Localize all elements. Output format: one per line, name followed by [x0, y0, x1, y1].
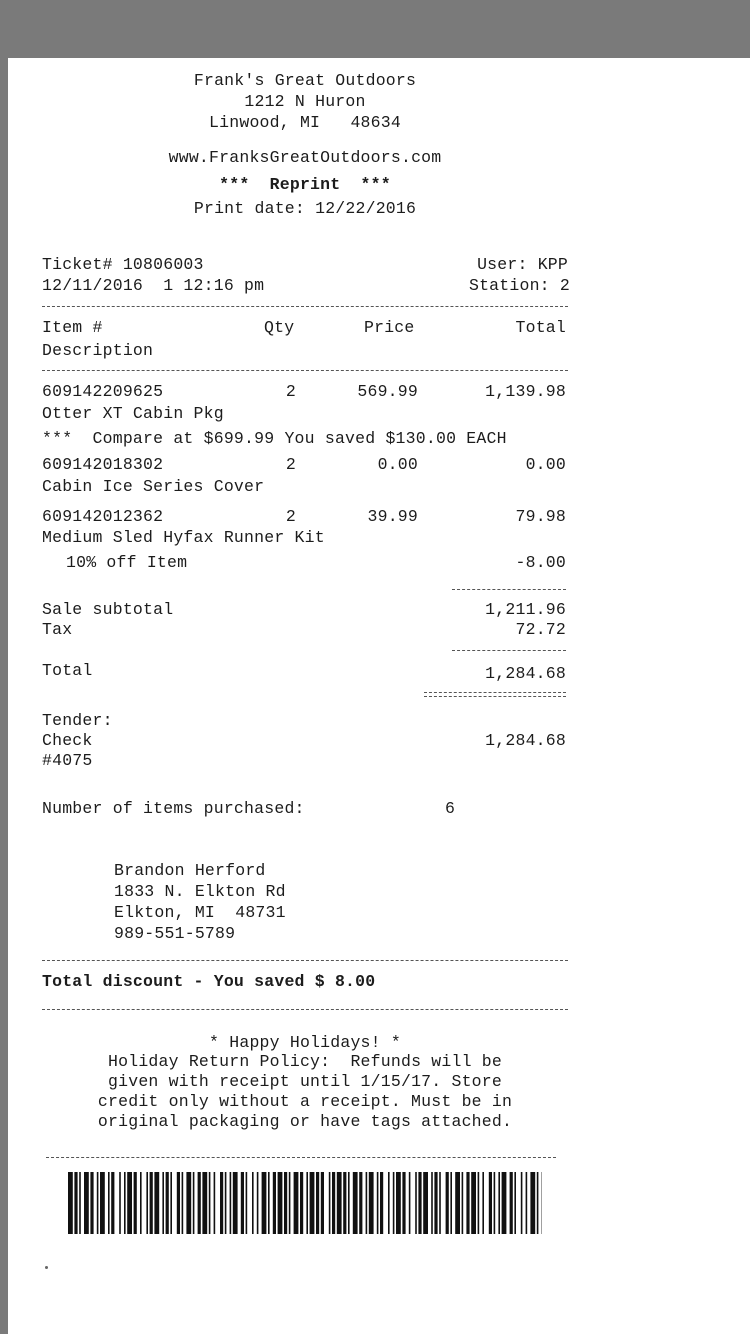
item-description: Cabin Ice Series Cover [42, 477, 265, 496]
item-total: 79.98 [515, 507, 566, 526]
barcode-bar [502, 1172, 507, 1234]
reprint-label: *** Reprint *** [219, 175, 391, 194]
barcode-bar [482, 1172, 484, 1234]
barcode-bar [177, 1172, 180, 1234]
barcode-bar [310, 1172, 315, 1234]
user-id: User: KPP [477, 255, 568, 274]
barcode-bar [241, 1172, 244, 1234]
barcode-bar [124, 1172, 126, 1234]
barcode-bar [418, 1172, 421, 1234]
barcode-bar [478, 1172, 480, 1234]
barcode-bar [462, 1172, 464, 1234]
barcode-bar [388, 1172, 390, 1234]
divider [42, 306, 568, 307]
barcode-bar [415, 1172, 417, 1234]
barcode-bar [220, 1172, 223, 1234]
barcode-bar [127, 1172, 132, 1234]
divider [42, 1009, 568, 1010]
barcode-bar [284, 1172, 287, 1234]
barcode-bar [262, 1172, 267, 1234]
paper-speck [45, 1266, 48, 1269]
total-value: 1,284.68 [485, 664, 566, 683]
ticket-number: Ticket# 10806003 [42, 255, 204, 274]
ticket-datetime: 12/11/2016 1 12:16 pm [42, 276, 265, 295]
barcode-bar [446, 1172, 449, 1234]
barcode-bar [246, 1172, 248, 1234]
barcode-bar [450, 1172, 452, 1234]
barcode-bar [209, 1172, 211, 1234]
barcode-bar [332, 1172, 335, 1234]
item-price: 569.99 [357, 382, 418, 401]
divider [42, 370, 568, 371]
barcode-bar [510, 1172, 513, 1234]
barcode-bar [489, 1172, 492, 1234]
item-qty: 2 [285, 455, 296, 474]
barcode-bar [321, 1172, 324, 1234]
barcode-bar [466, 1172, 469, 1234]
divider [452, 589, 566, 590]
tender-method: Check [42, 731, 93, 750]
col-price: Price [364, 318, 415, 337]
total-label: Total [42, 661, 93, 680]
barcode-bar [521, 1172, 523, 1234]
item-qty: 2 [285, 382, 296, 401]
barcode-bar [377, 1172, 379, 1234]
barcode-bar [455, 1172, 460, 1234]
barcode-bar [396, 1172, 401, 1234]
store-website: www.FranksGreatOutdoors.com [168, 148, 442, 167]
barcode-bar [393, 1172, 395, 1234]
divider [46, 1157, 556, 1158]
barcode-bar [353, 1172, 358, 1234]
subtotal-label: Sale subtotal [42, 600, 174, 619]
barcode-bar [252, 1172, 254, 1234]
barcode-bar [198, 1172, 201, 1234]
barcode-bar [193, 1172, 195, 1234]
barcode-bar [97, 1172, 99, 1234]
barcode-bar [289, 1172, 291, 1234]
barcode-bar [498, 1172, 500, 1234]
item-price: 39.99 [367, 507, 418, 526]
col-description: Description [42, 341, 154, 360]
barcode-bar [526, 1172, 528, 1234]
barcode-bar [166, 1172, 169, 1234]
barcode-bar [68, 1172, 73, 1234]
barcode-bar [337, 1172, 342, 1234]
tax-label: Tax [42, 620, 73, 639]
barcode-bar [306, 1172, 308, 1234]
print-date: Print date: 12/22/2016 [193, 199, 417, 218]
barcode-bar [278, 1172, 283, 1234]
item-description: Otter XT Cabin Pkg [42, 404, 224, 423]
tender-amount: 1,284.68 [485, 731, 566, 750]
item-sku: 609142012362 [42, 507, 164, 526]
barcode-bar [119, 1172, 121, 1234]
station-id: Station: 2 [468, 276, 570, 295]
item-total: 1,139.98 [485, 382, 566, 401]
divider [42, 960, 568, 961]
barcode-bar [431, 1172, 433, 1234]
items-count-value: 6 [445, 799, 456, 818]
compare-note: *** Compare at $699.99 You saved $130.00 EACH [42, 429, 507, 448]
item-qty: 2 [285, 507, 296, 526]
holiday-greeting: * Happy Holidays! * [209, 1033, 401, 1052]
discount-label: 10% off Item [66, 553, 188, 572]
customer-street: 1833 N. Elkton Rd [114, 882, 286, 901]
barcode-bar [230, 1172, 232, 1234]
barcode-bar [182, 1172, 184, 1234]
barcode-bar [146, 1172, 148, 1234]
item-sku: 609142209625 [42, 382, 164, 401]
barcode-bar [257, 1172, 259, 1234]
barcode-bar [154, 1172, 159, 1234]
barcode-bar [111, 1172, 114, 1234]
barcode-bar [369, 1172, 374, 1234]
barcode-bar [202, 1172, 207, 1234]
barcode-bar [273, 1172, 276, 1234]
divider [452, 650, 566, 651]
return-policy-line: Holiday Return Policy: Refunds will be [108, 1052, 502, 1071]
return-policy-line: credit only without a receipt. Must be in [97, 1092, 513, 1111]
store-name: Frank's Great Outdoors [193, 71, 417, 90]
item-price: 0.00 [377, 455, 418, 474]
barcode-bar [494, 1172, 496, 1234]
tender-label: Tender: [42, 711, 113, 730]
barcode-bar [402, 1172, 405, 1234]
store-city: Linwood, MI 48634 [209, 113, 401, 132]
double-divider [424, 692, 566, 697]
barcode-bar [170, 1172, 172, 1234]
barcode-bar [268, 1172, 270, 1234]
barcode-bar [186, 1172, 191, 1234]
subtotal-value: 1,211.96 [485, 600, 566, 619]
barcode-bar [162, 1172, 164, 1234]
return-policy-line: original packaging or have tags attached. [97, 1112, 513, 1131]
barcode-bar [471, 1172, 476, 1234]
barcode-bar [348, 1172, 350, 1234]
barcode-bar [359, 1172, 362, 1234]
barcode-bar [90, 1172, 93, 1234]
col-item: Item # [42, 318, 103, 337]
barcode-bar [134, 1172, 137, 1234]
barcode-bar [343, 1172, 346, 1234]
col-total: Total [515, 318, 566, 337]
barcode-bar [366, 1172, 368, 1234]
barcode-bar [300, 1172, 303, 1234]
barcode-bar [316, 1172, 319, 1234]
barcode-bar [140, 1172, 142, 1234]
barcode-bar [150, 1172, 153, 1234]
barcode-bar [84, 1172, 89, 1234]
customer-city: Elkton, MI 48731 [114, 903, 286, 922]
barcode-bar [79, 1172, 81, 1234]
barcode-bar [329, 1172, 331, 1234]
check-number: #4075 [42, 751, 93, 770]
barcode-bar [100, 1172, 105, 1234]
barcode-bar [294, 1172, 299, 1234]
barcode-bar [537, 1172, 539, 1234]
barcode [68, 1172, 542, 1234]
barcode-bar [233, 1172, 238, 1234]
total-discount: Total discount - You saved $ 8.00 [42, 972, 376, 991]
barcode-bar [439, 1172, 441, 1234]
barcode-bar [514, 1172, 516, 1234]
tax-value: 72.72 [515, 620, 566, 639]
item-sku: 609142018302 [42, 455, 164, 474]
barcode-bar [74, 1172, 77, 1234]
item-description: Medium Sled Hyfax Runner Kit [42, 528, 325, 547]
barcode-bar [530, 1172, 535, 1234]
barcode-bar [380, 1172, 383, 1234]
barcode-bar [423, 1172, 428, 1234]
barcode-bar [434, 1172, 437, 1234]
discount-amount: -8.00 [515, 553, 566, 572]
return-policy-line: given with receipt until 1/15/17. Store [108, 1072, 502, 1091]
col-qty: Qty [264, 318, 295, 337]
store-address: 1212 N Huron [244, 92, 366, 111]
barcode-bar [108, 1172, 110, 1234]
receipt-paper [8, 58, 750, 1334]
items-count-label: Number of items purchased: [42, 799, 305, 818]
item-total: 0.00 [525, 455, 566, 474]
barcode-bar [225, 1172, 227, 1234]
customer-phone: 989-551-5789 [114, 924, 236, 943]
barcode-bar [214, 1172, 216, 1234]
barcode-bar [409, 1172, 411, 1234]
customer-name: Brandon Herford [114, 861, 266, 880]
